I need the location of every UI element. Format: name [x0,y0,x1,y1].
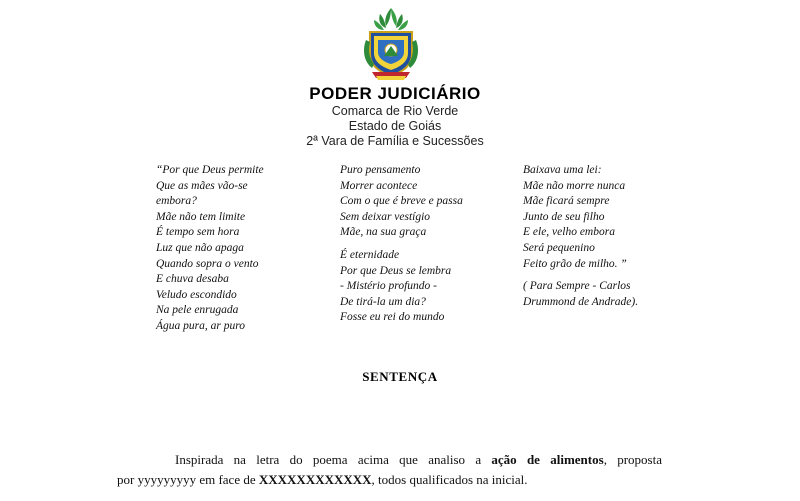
body-text: por yyyyyyyyy em face de [117,472,259,487]
poem-line: Mãe ficará sempre [523,195,610,208]
poem-line: Na pele enrugada [156,304,239,317]
poem-line: Junto de seu filho [523,210,605,223]
institution-name: PODER JUDICIÁRIO [309,84,481,103]
comarca-line: Comarca de Rio Verde [331,104,459,118]
defendant-name: XXXXXXXXXXXX [258,472,372,487]
action-name: ação de alimentos [491,452,604,467]
poem-line: Por que Deus se lembra [340,264,452,277]
poem-column-1 [156,163,264,335]
poem-attribution-line: ( Para Sempre - Carlos [523,280,631,293]
poem-line: Mãe não tem limite [156,210,246,223]
poem-line: Fosse eu rei do mundo [340,311,445,324]
body-line-1 [117,450,662,470]
poem-line: embora? [156,195,197,208]
poem-line: E chuva desaba [156,273,229,286]
poem-line: Será pequenino [523,241,595,254]
stanza-gap [340,241,463,248]
poem-line: Luz que não apaga [156,241,244,254]
poem-line: E ele, velho embora [523,226,615,239]
body-text: , todos qualificados na inicial. [371,472,528,487]
poem-line: Água pura, ar puro [156,319,246,332]
court-division-line: 2ª Vara de Família e Sucessões [306,134,484,148]
poem-line: Baixava uma lei: [523,164,602,176]
poem-line: Quando sopra o vento [156,257,259,270]
poem-line: Mãe não morre nunca [523,179,626,192]
state-line: Estado de Goiás [348,119,442,133]
poem-line: É tempo sem hora [156,226,240,239]
section-title: SENTENÇA [362,369,438,384]
poem-line: Que as mães vão-se [156,179,248,192]
body-text: , proposta [603,452,662,467]
poem-line: Sem deixar vestígio [340,210,431,223]
poem-line: “Por que Deus permite [156,164,264,176]
stanza-gap [523,272,638,279]
poem-line: Puro pensamento [340,164,421,176]
state-coat-of-arms-icon [360,6,422,82]
poem-line: Com o que é breve e passa [340,195,463,208]
poem-line: É eternidade [340,248,400,261]
poem-line: Veludo escondido [156,288,237,301]
body-line-2 [117,470,662,490]
poem-line: Mãe, na sua graça [340,226,427,239]
poem-column-3 [523,163,638,310]
body-paragraph [117,450,662,490]
poem-line: De tirá-la um dia? [340,295,426,308]
court-header [250,84,540,149]
poem-line: Morrer acontece [340,179,418,192]
poem-line: Feito grão de milho. ” [523,257,627,270]
body-text: Inspirada na letra do poema acima que analiso a [175,452,492,467]
poem-column-2 [340,163,463,326]
poem-attribution-line: Drummond de Andrade). [523,295,639,308]
poem-line: - Mistério profundo - [340,280,437,293]
